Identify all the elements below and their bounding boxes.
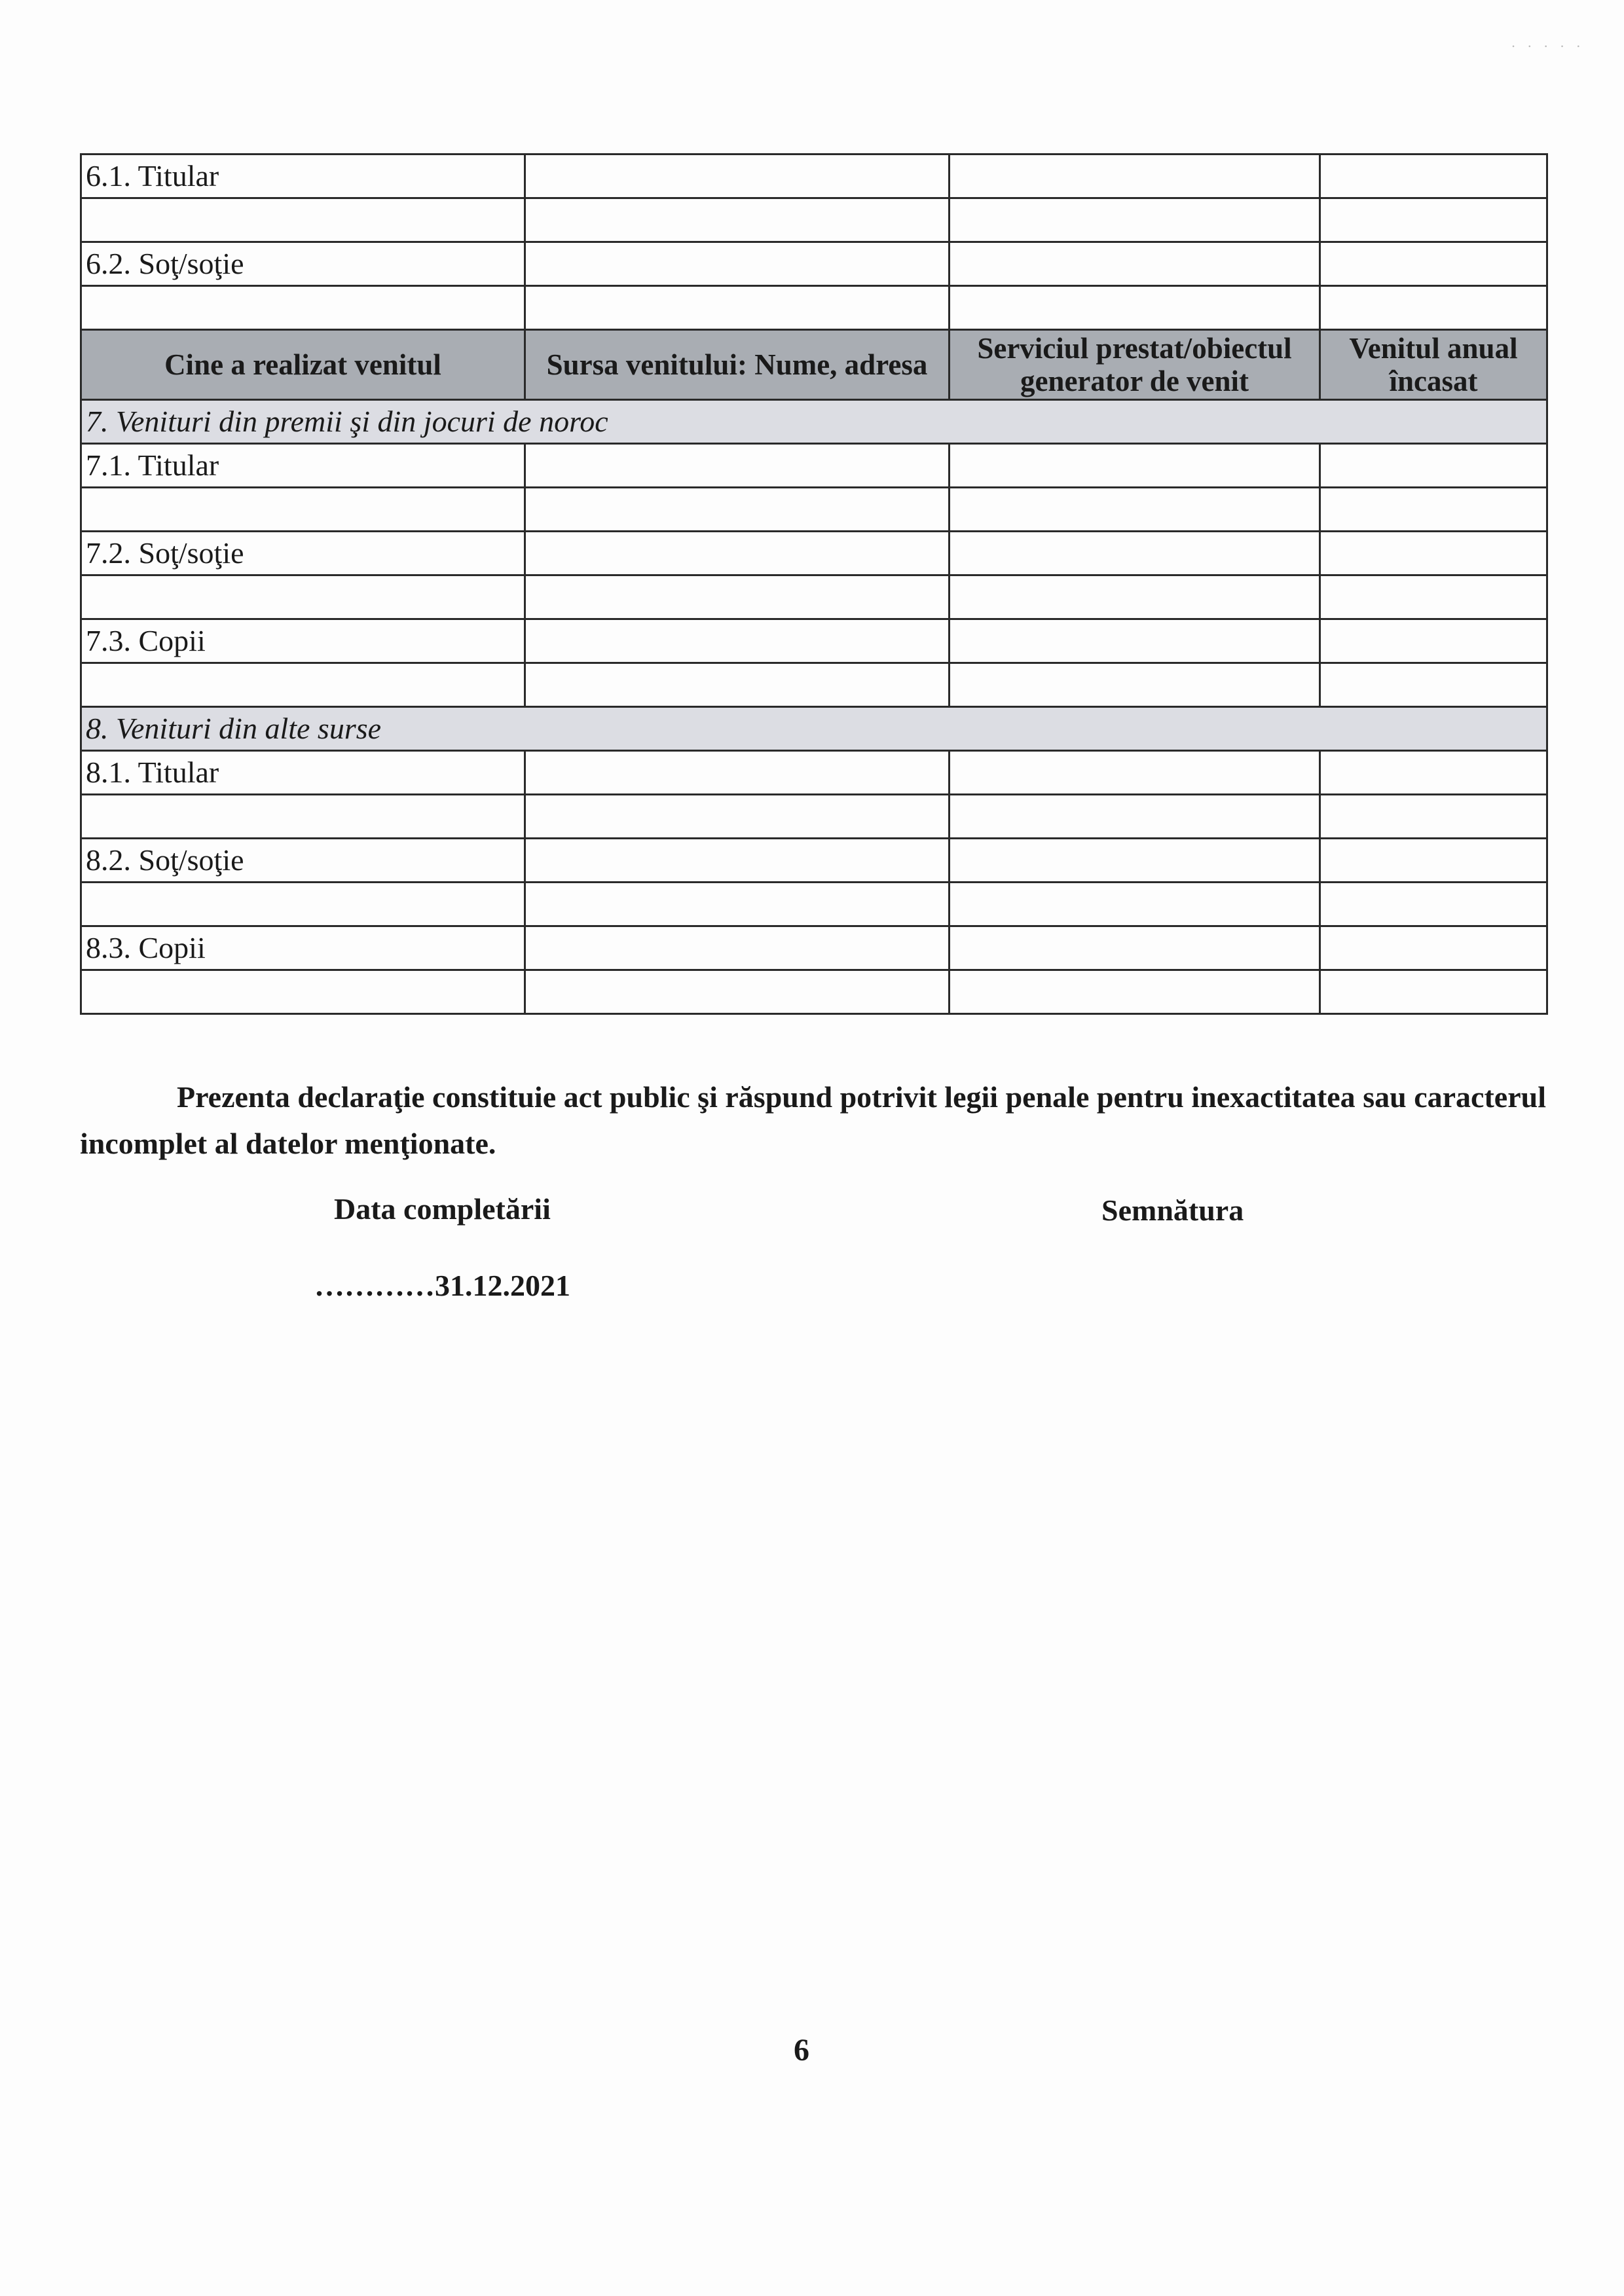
table-row [81,795,1547,839]
row-label-cell: 7.2. Soţ/soţie [81,532,525,575]
scan-mark: · · · · · [1511,38,1585,54]
table-row [81,155,1547,198]
service-cell [950,751,1320,795]
section-8-rows [81,751,1547,1014]
table-top-rows [81,155,1547,330]
row-label-cell: 7.3. Copii [81,619,525,663]
row-label-cell [81,883,525,926]
service-cell [950,286,1320,330]
section-7-title: 7. Venituri din premii şi din jocuri de noroc [81,400,1547,444]
service-cell [950,926,1320,970]
source-cell [525,532,950,575]
page-number: 6 [794,2033,809,2068]
source-cell [525,839,950,883]
row-label-cell: 8.3. Copii [81,926,525,970]
header-source: Sursa venitului: Nume, adresa [525,330,950,400]
table-row [81,970,1547,1014]
table-row [81,488,1547,532]
source-cell [525,751,950,795]
source-cell [525,619,950,663]
row-label-cell [81,286,525,330]
row-label-cell: 8.2. Soţ/soţie [81,839,525,883]
service-cell [950,839,1320,883]
table-row [81,242,1547,286]
section-8-row [81,707,1547,751]
income-cell [1320,663,1547,707]
row-label-cell [81,663,525,707]
declaration-text: Prezenta declaraţie constituie act public şi răspund potrivit legii penale pentru inexactitatea sau caracterul incomplet al datelor menţionate. [80,1080,1546,1161]
service-cell [950,242,1320,286]
income-cell [1320,619,1547,663]
signature-label: Semnătura [1101,1194,1244,1227]
source-cell [525,926,950,970]
table-row [81,575,1547,619]
row-label-cell: 7.1. Titular [81,444,525,488]
table-row [81,663,1547,707]
service-cell [950,619,1320,663]
income-cell [1320,286,1547,330]
source-cell [525,970,950,1014]
service-cell [950,155,1320,198]
income-cell [1320,242,1547,286]
table-row [81,532,1547,575]
service-cell [950,444,1320,488]
date-value: …………31.12.2021 [314,1269,570,1302]
source-cell [525,575,950,619]
source-cell [525,286,950,330]
row-label-cell [81,198,525,242]
table-row [81,883,1547,926]
table-row [81,619,1547,663]
income-cell [1320,575,1547,619]
income-cell [1320,488,1547,532]
source-cell [525,488,950,532]
table-row [81,444,1547,488]
income-cell [1320,751,1547,795]
service-cell [950,663,1320,707]
source-cell [525,795,950,839]
date-label: Data completării [334,1192,551,1226]
row-label-cell [81,970,525,1014]
income-cell [1320,198,1547,242]
table-row [81,286,1547,330]
service-cell [950,488,1320,532]
section-7-rows [81,444,1547,707]
table-header-row [81,330,1547,400]
table-row [81,926,1547,970]
row-label-cell [81,488,525,532]
income-cell [1320,532,1547,575]
service-cell [950,198,1320,242]
source-cell [525,242,950,286]
header-who: Cine a realizat venitul [81,330,525,400]
table-row [81,839,1547,883]
table-row [81,198,1547,242]
service-cell [950,883,1320,926]
row-label-cell: 6.2. Soţ/soţie [81,242,525,286]
service-cell [950,970,1320,1014]
income-cell [1320,839,1547,883]
section-7-row [81,400,1547,444]
income-cell [1320,155,1547,198]
source-cell [525,883,950,926]
table-row [81,751,1547,795]
header-annual-income: Venitul anual încasat [1320,330,1547,400]
income-cell [1320,795,1547,839]
source-cell [525,444,950,488]
header-service: Serviciul prestat/obiectul generator de venit [950,330,1320,400]
income-table [80,153,1548,1015]
income-cell [1320,926,1547,970]
row-label-cell: 6.1. Titular [81,155,525,198]
source-cell [525,663,950,707]
income-cell [1320,970,1547,1014]
row-label-cell: 8.1. Titular [81,751,525,795]
income-cell [1320,444,1547,488]
service-cell [950,575,1320,619]
service-cell [950,532,1320,575]
service-cell [950,795,1320,839]
income-cell [1320,883,1547,926]
section-8-title: 8. Venituri din alte surse [81,707,1547,751]
row-label-cell [81,575,525,619]
source-cell [525,198,950,242]
source-cell [525,155,950,198]
row-label-cell [81,795,525,839]
